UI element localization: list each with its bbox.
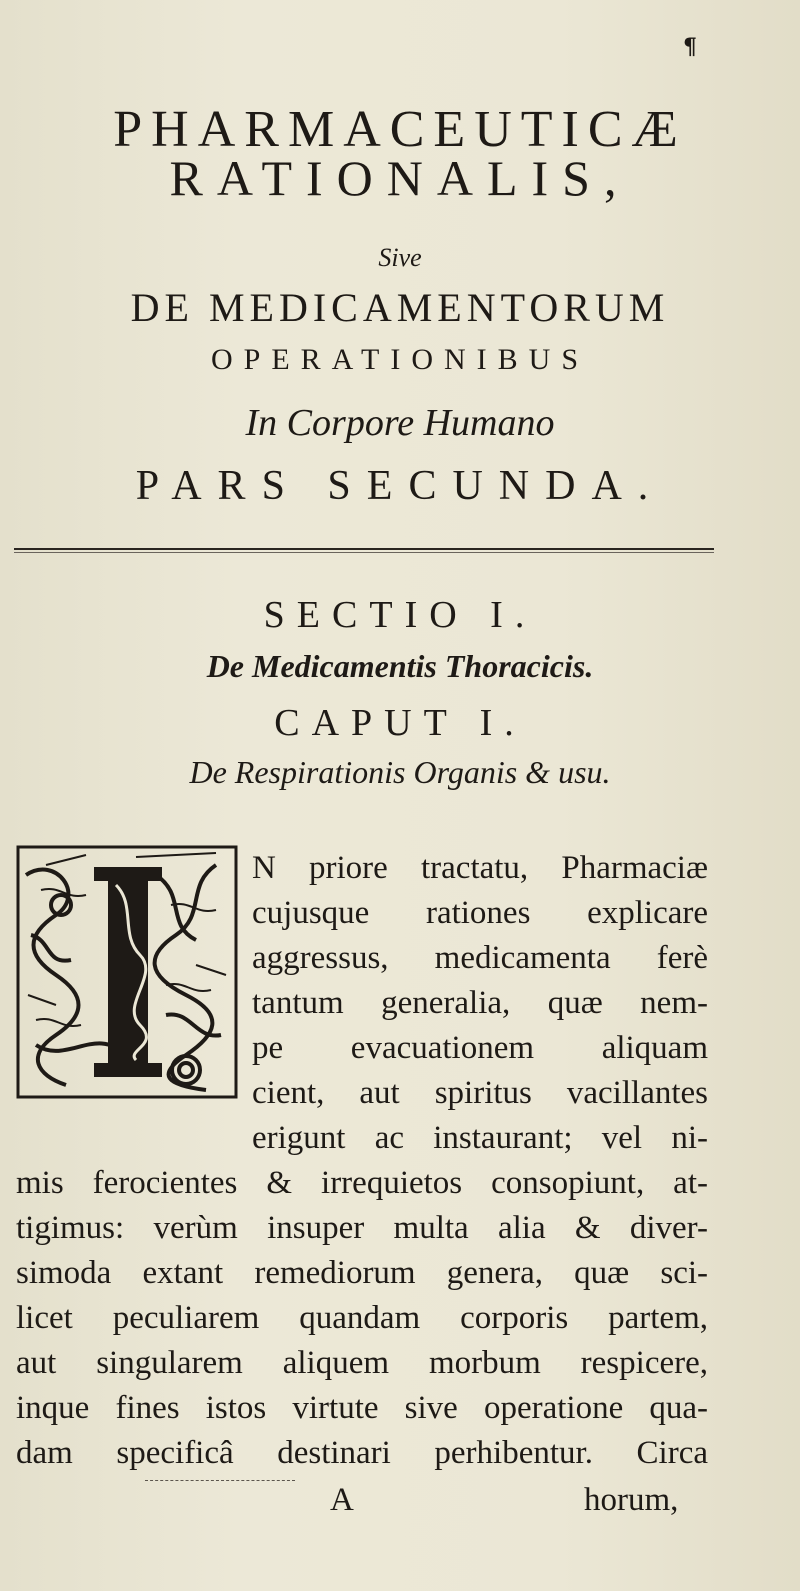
section-subtitle: De Medicamentis Thoracicis. <box>206 648 594 684</box>
title-line-3: DE MEDICAMENTORUM <box>130 285 670 330</box>
body-line: pe evacuationem aliquam <box>252 1030 708 1066</box>
title-sive: Sive <box>378 243 422 272</box>
body-line: N priore tractatu, Pharmaciæ <box>252 850 708 886</box>
horizontal-rule-thin <box>14 552 714 553</box>
signature-dash <box>145 1480 295 1481</box>
title-line-2: RATIONALIS, <box>169 150 631 206</box>
catchword: horum, <box>584 1482 679 1518</box>
body-line: tantum generalia, quæ nem- <box>252 985 708 1021</box>
body-line: erigunt ac instaurant; vel ni- <box>252 1120 708 1156</box>
body-line: aut singularem aliquem morbum respicere, <box>16 1345 708 1381</box>
title-line-5: In Corpore Humano <box>245 402 555 444</box>
decorated-initial-I-icon <box>16 845 238 1099</box>
body-line: cujusque rationes explicare <box>252 895 708 931</box>
body-line: inque fines istos virtute sive operatione qua- <box>16 1390 708 1426</box>
body-line: dam specificâ destinari perhibentur. Circa <box>16 1435 708 1471</box>
signature-mark: A <box>330 1482 354 1518</box>
body-line: licet peculiarem quandam corporis partem, <box>16 1300 708 1336</box>
horizontal-rule <box>14 548 714 550</box>
page-number: ¶ <box>683 34 697 60</box>
body-line: cient, aut spiritus vacillantes <box>252 1075 708 1111</box>
body-line: mis ferocientes & irrequietos consopiunt, at- <box>16 1165 708 1201</box>
chapter-heading: CAPUT I. <box>274 702 526 744</box>
title-line-6: PARS SECUNDA. <box>135 463 665 509</box>
body-line: tigimus: verùm insuper multa alia & diver- <box>16 1210 708 1246</box>
title-line-4: OPERATIONIBUS <box>210 343 590 376</box>
chapter-subtitle: De Respirationis Organis & usu. <box>189 754 611 790</box>
body-line: simoda extant remediorum genera, quæ sci- <box>16 1255 708 1291</box>
title-line-1: PHARMACEUTICÆ <box>113 101 687 158</box>
body-line: aggressus, medicamenta ferè <box>252 940 708 976</box>
section-heading: SECTIO I. <box>263 594 537 636</box>
